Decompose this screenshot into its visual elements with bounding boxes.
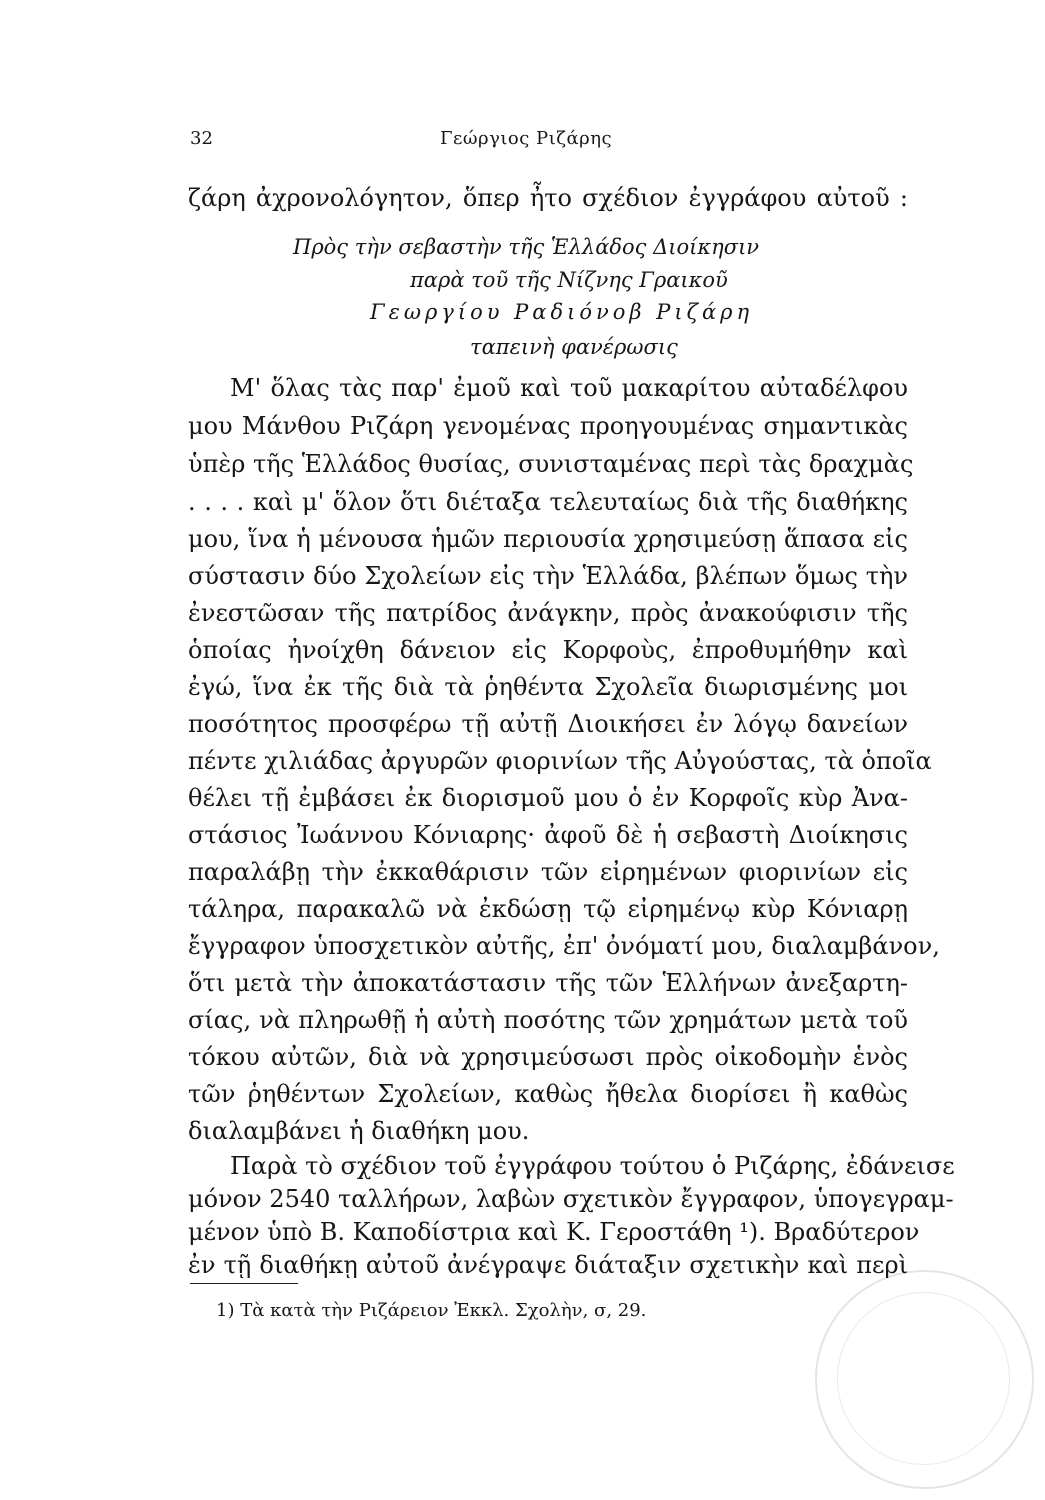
address-line-2: παρὰ τοῦ τῆς Νίζνης Γραικοῦ xyxy=(410,268,728,292)
library-seal-ring xyxy=(837,1292,1010,1465)
footnote-rule xyxy=(190,1283,298,1284)
commentary-line: Παρὰ τὸ σχέδιον τοῦ ἐγγράφου τούτου ὁ Ριζάρης, ἐδάνεισε xyxy=(230,1152,955,1180)
address-line-3: Γεωργίου Ραδιόνοβ Ριζάρη xyxy=(370,300,754,324)
body-line: ἔγγραφον ὑποσχετικὸν αὐτῆς, ἐπ' ὀνόματί μου, διαλαμβάνον, xyxy=(188,932,940,960)
body-line: στάσιος Ἰωάννου Κόνιαρης· ἀφοῦ δὲ ἡ σεβαστὴ Διοίκησις xyxy=(188,821,908,849)
body-line: σίας, νὰ πληρωθῇ ἡ αὐτὴ ποσότης τῶν χρημάτων μετὰ τοῦ xyxy=(188,1006,908,1034)
running-head xyxy=(190,128,910,158)
address-line-1: Πρὸς τὴν σεβαστὴν τῆς Ἑλλάδος Διοίκησιν xyxy=(293,235,760,259)
body-line: . . . . καὶ μ' ὅλον ὅτι διέταξα τελευταίως διὰ τῆς διαθήκης xyxy=(188,488,908,516)
body-line: ποσότητος προσφέρω τῇ αὐτῇ Διοικήσει ἐν λόγῳ δανείων xyxy=(188,710,908,738)
body-line: ἐνεστῶσαν τῆς πατρίδος ἀνάγκην, πρὸς ἀνακούφισιν τῆς xyxy=(188,599,908,627)
body-line: μου, ἵνα ἡ μένουσα ἡμῶν περιουσία χρησιμεύσῃ ἅπασα εἰς xyxy=(188,525,908,553)
page-number: 32 xyxy=(190,128,213,149)
body-line: θέλει τῇ ἐμβάσει ἐκ διορισμοῦ μου ὁ ἐν Κορφοῖς κὺρ Ἀνα- xyxy=(188,784,908,812)
body-line: πέντε χιλιάδας ἀργυρῶν φιορινίων τῆς Αὐγούστας, τὰ ὁποῖα xyxy=(188,747,932,775)
intro-line: ζάρη ἀχρονολόγητον, ὅπερ ἦτο σχέδιον ἐγγράφου αὐτοῦ : xyxy=(188,184,908,212)
body-line: μου Μάνθου Ριζάρη γενομένας προηγουμένας σημαντικὰς xyxy=(188,412,908,440)
body-line: τῶν ῥηθέντων Σχολείων, καθὼς ἤθελα διορίσει ἢ καθὼς xyxy=(188,1080,908,1108)
body-line: παραλάβῃ τὴν ἐκκαθάρισιν τῶν εἰρημένων φιορινίων εἰς xyxy=(188,858,908,886)
commentary-line: μένον ὑπὸ Β. Καποδίστρια καὶ Κ. Γεροστάθη ¹). Βραδύτερον xyxy=(188,1218,920,1246)
commentary-line: μόνον 2540 ταλλήρων, λαβὼν σχετικὸν ἔγγραφον, ὑπογεγραμ- xyxy=(188,1185,954,1213)
library-seal xyxy=(815,1270,1034,1489)
body-line: ἐγώ, ἵνα ἐκ τῆς διὰ τὰ ῥηθέντα Σχολεῖα διωρισμένης μοι xyxy=(188,673,908,701)
body-last-line: διαλαμβάνει ἡ διαθήκη μου. xyxy=(188,1117,530,1145)
body-line: ὑπὲρ τῆς Ἑλλάδος θυσίας, συνισταμένας περὶ τὰς δραχμὰς xyxy=(188,450,914,478)
body-line: ὅτι μετὰ τὴν ἀποκατάστασιν τῆς τῶν Ἑλλήνων ἀνεξαρτη- xyxy=(188,969,908,997)
running-title: Γεώργιος Ριζάρης xyxy=(440,128,613,149)
address-line-4: ταπεινὴ φανέρωσις xyxy=(470,335,678,359)
footnote: 1) Τὰ κατὰ τὴν Ριζάρειον Ἐκκλ. Σχολὴν, σ, 29. xyxy=(216,1300,647,1321)
body-line: τόκου αὐτῶν, διὰ νὰ χρησιμεύσωσι πρὸς οἰκοδομὴν ἑνὸς xyxy=(188,1043,908,1071)
body-line: σύστασιν δύο Σχολείων εἰς τὴν Ἑλλάδα, βλέπων ὅμως τὴν xyxy=(188,562,908,590)
commentary-line: ἐν τῇ διαθήκῃ αὐτοῦ ἀνέγραψε διάταξιν σχετικὴν καὶ περὶ xyxy=(188,1251,908,1279)
body-line: τάληρα, παρακαλῶ νὰ ἐκδώσῃ τῷ εἰρημένῳ κὺρ Κόνιαρῃ xyxy=(188,895,908,923)
body-line: Μ' ὅλας τὰς παρ' ἐμοῦ καὶ τοῦ μακαρίτου αὐταδέλφου xyxy=(230,374,908,402)
body-line: ὁποίας ἠνοίχθη δάνειον εἰς Κορφοὺς, ἐπροθυμήθην καὶ xyxy=(188,636,908,664)
